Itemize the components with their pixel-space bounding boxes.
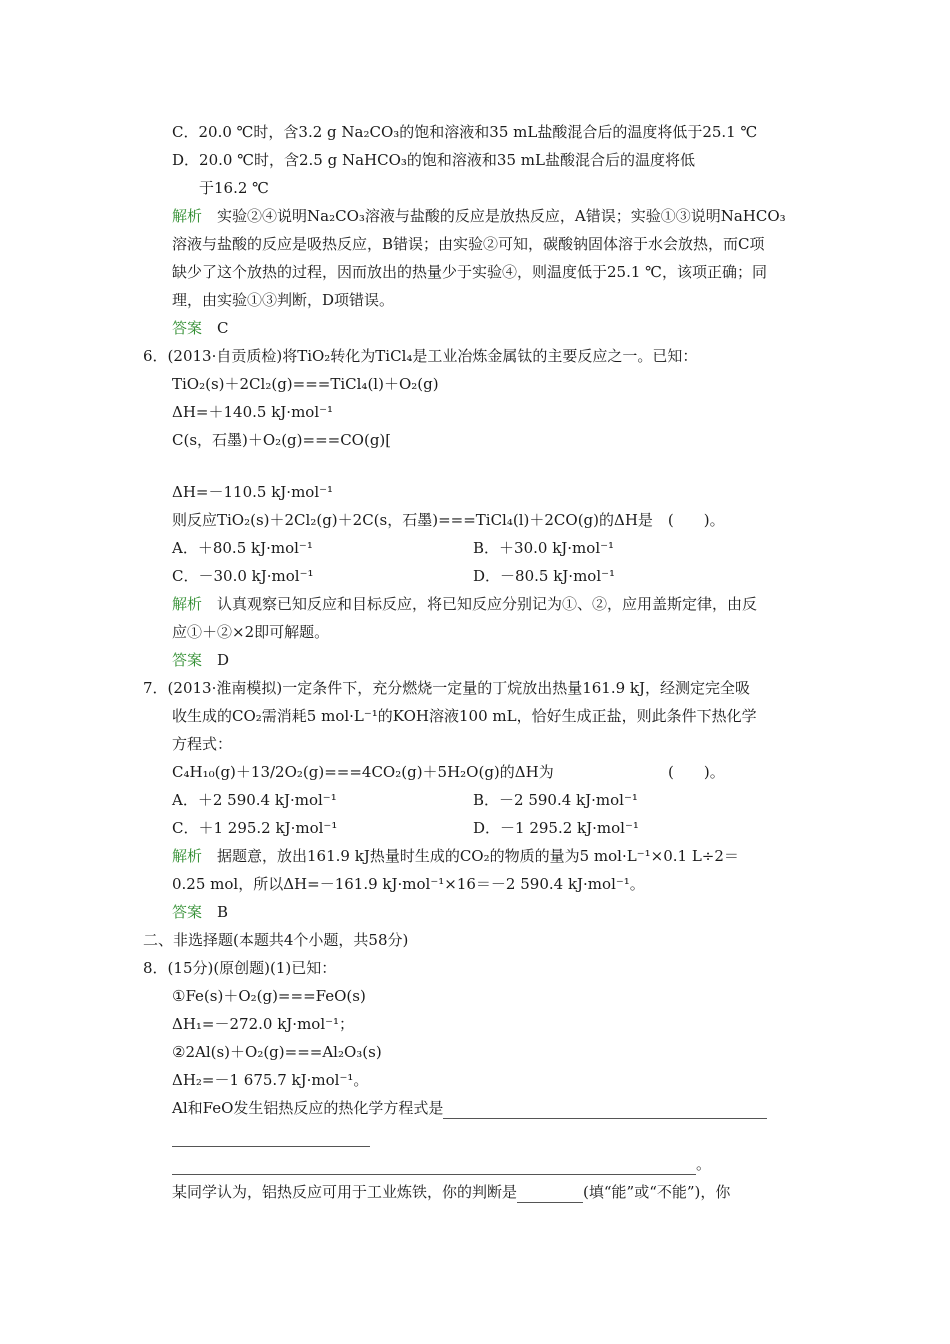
- q8-prompt: Al和FeO发生铝热反应的热化学方程式是: [172, 1097, 767, 1119]
- analysis-7-line1: 解析 据题意，放出161.9 kJ热量时生成的CO₂的物质的量为5 mol·L⁻¹×0.1 L÷2＝: [172, 847, 739, 865]
- q8-judgement: 某同学认为，铝热反应可用于工业炼铁，你的判断是 (填“能”或“不能”)，你: [172, 1183, 731, 1201]
- option-c-line: C．20.0 ℃时，含3.2 g Na₂CO₃的饱和溶液和35 mL盐酸混合后的温度将低于25.1 ℃: [172, 123, 758, 141]
- q6-option-c: C．－30.0 kJ·mol⁻¹: [172, 567, 314, 585]
- question-7-line1: 7．(2013·淮南模拟)一定条件下，充分燃烧一定量的丁烷放出热量161.9 kJ，经测定完全吸: [143, 679, 751, 697]
- option-d-line: D．20.0 ℃时，含2.5 g NaHCO₃的饱和溶液和35 mL盐酸混合后的温度将低: [172, 151, 695, 169]
- q8-blank-line2: [172, 1125, 370, 1147]
- answer-blank[interactable]: [443, 1102, 767, 1119]
- analysis-label: 解析: [172, 207, 203, 225]
- analysis-7-line2: 0.25 mol，所以ΔH=－161.9 kJ·mol⁻¹×16＝－2 590.4 kJ·mol⁻¹。: [172, 875, 645, 893]
- q8-enthalpy-2: ΔH₂=－1 675.7 kJ·mol⁻¹。: [172, 1071, 369, 1089]
- q7-option-a: A．＋2 590.4 kJ·mol⁻¹: [172, 791, 337, 809]
- analysis-6-line2: 应①＋②×2即可解题。: [172, 623, 330, 641]
- q6-option-d: D．－80.5 kJ·mol⁻¹: [473, 567, 616, 585]
- answer-blank[interactable]: [172, 1130, 370, 1147]
- analysis-5-line4: 理，由实验①③判断，D项错误。: [172, 291, 395, 309]
- question-7-equation: C₄H₁₀(g)＋13/2O₂(g)===4CO₂(g)＋5H₂O(g)的ΔH为: [172, 763, 554, 781]
- q8-enthalpy-1: ΔH₁=－272.0 kJ·mol⁻¹；: [172, 1015, 355, 1033]
- question-7-line3: 方程式：: [172, 735, 233, 753]
- equation-1: TiO₂(s)＋2Cl₂(g)===TiCl₄(l)＋O₂(g): [172, 375, 439, 393]
- answer-label: 答案: [172, 651, 203, 669]
- option-d-cont: 于16.2 ℃: [199, 179, 269, 197]
- answer-blank[interactable]: [172, 1158, 696, 1175]
- q7-option-b: B．－2 590.4 kJ·mol⁻¹: [473, 791, 638, 809]
- question-6-ask: 则反应TiO₂(s)＋2Cl₂(g)＋2C(s，石墨)===TiCl₄(l)＋2CO(g)的ΔH是 ( )。: [172, 511, 725, 529]
- enthalpy-2: ΔH=－110.5 kJ·mol⁻¹: [172, 483, 334, 501]
- q8-equation-1: ①Fe(s)＋O₂(g)===FeO(s): [172, 987, 366, 1005]
- section-heading: 二、非选择题(本题共4个小题，共58分): [143, 931, 409, 949]
- q7-option-d: D．－1 295.2 kJ·mol⁻¹: [473, 819, 639, 837]
- q7-option-c: C．＋1 295.2 kJ·mol⁻¹: [172, 819, 338, 837]
- answer-6: 答案 D: [172, 651, 230, 669]
- analysis-6-line1: 解析 认真观察已知反应和目标反应，将已知反应分别记为①、②，应用盖斯定律，由反: [172, 595, 758, 613]
- question-7-line2: 收生成的CO₂需消耗5 mol·L⁻¹的KOH溶液100 mL，恰好生成正盐，则此条件下热化学: [172, 707, 757, 725]
- question-8-stem: 8．(15分)(原创题)(1)已知：: [143, 959, 337, 977]
- analysis-5-line1: 解析 实验②④说明Na₂CO₃溶液与盐酸的反应是放热反应，A错误；实验①③说明NaHCO₃: [172, 207, 786, 225]
- q6-option-b: B．＋30.0 kJ·mol⁻¹: [473, 539, 615, 557]
- answer-5: 答案 C: [172, 319, 229, 337]
- equation-2: C(s，石墨)＋O₂(g)===CO(g)[: [172, 431, 392, 449]
- analysis-5-line2: 溶液与盐酸的反应是吸热反应，B错误；由实验②可知，碳酸钠固体溶于水会放热，而C项: [172, 235, 765, 253]
- answer-label: 答案: [172, 903, 203, 921]
- answer-blank[interactable]: [517, 1186, 583, 1203]
- answer-7: 答案 B: [172, 903, 229, 921]
- question-7-bracket: ( )。: [668, 763, 725, 781]
- analysis-5-line3: 缺少了这个放热的过程，因而放出的热量少于实验④，则温度低于25.1 ℃，该项正确；同: [172, 263, 767, 281]
- q8-equation-2: ②2Al(s)＋O₂(g)===Al₂O₃(s): [172, 1043, 382, 1061]
- answer-label: 答案: [172, 319, 203, 337]
- analysis-label: 解析: [172, 847, 203, 865]
- question-6-stem: 6．(2013·自贡质检)将TiO₂转化为TiCl₄是工业冶炼金属钛的主要反应之一。已知：: [143, 347, 698, 365]
- q6-option-a: A．＋80.5 kJ·mol⁻¹: [172, 539, 313, 557]
- analysis-label: 解析: [172, 595, 203, 613]
- enthalpy-1: ΔH=＋140.5 kJ·mol⁻¹: [172, 403, 334, 421]
- q8-blank-line3: 。: [172, 1153, 711, 1175]
